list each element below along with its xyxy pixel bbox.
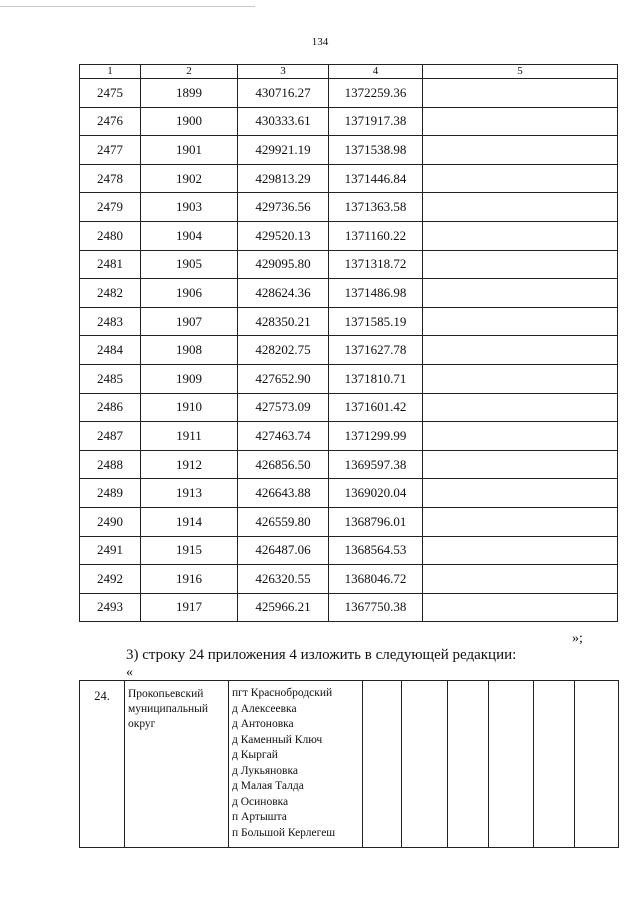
district-name-cell: Прокопьевский муниципальный округ xyxy=(125,681,229,848)
settlements-cell xyxy=(229,681,363,848)
table-cell xyxy=(423,79,618,108)
page-number: 134 xyxy=(311,36,329,48)
empty-cell xyxy=(575,681,619,848)
table-cell: 428350.21 xyxy=(238,307,329,336)
table-cell: 2492 xyxy=(80,565,141,594)
table-cell: 1914 xyxy=(141,507,238,536)
table-row xyxy=(80,450,618,479)
table-cell: 426487.06 xyxy=(238,536,329,565)
table-row xyxy=(80,79,618,108)
table-row xyxy=(80,136,618,165)
table-cell: 1916 xyxy=(141,565,238,594)
table-cell: 1371318.72 xyxy=(329,250,423,279)
table-row xyxy=(80,393,618,422)
empty-cell xyxy=(448,681,489,848)
table-cell: 1371538.98 xyxy=(329,136,423,165)
table-cell xyxy=(423,336,618,365)
table-cell: 2491 xyxy=(80,536,141,565)
table-cell: 429736.56 xyxy=(238,193,329,222)
settlement-item: д Алексеевка xyxy=(232,702,297,715)
table-cell: 1371446.84 xyxy=(329,164,423,193)
table-cell: 1371585.19 xyxy=(329,307,423,336)
table-cell: 1371810.71 xyxy=(329,364,423,393)
settlement-item: д Антоновка xyxy=(232,718,294,730)
empty-cell xyxy=(489,681,534,848)
opening-quote: « xyxy=(126,665,133,680)
table-cell xyxy=(423,507,618,536)
settlement-item: д Малая Талда xyxy=(232,780,304,792)
table-row xyxy=(80,307,618,336)
table-cell: 426320.55 xyxy=(238,565,329,594)
table-cell: 429813.29 xyxy=(238,164,329,193)
table-cell: 1913 xyxy=(141,479,238,508)
settlement-item: пгт Краснобродский xyxy=(232,687,333,699)
table-row xyxy=(80,536,618,565)
table-cell: 426856.50 xyxy=(238,450,329,479)
table-cell: 1909 xyxy=(141,364,238,393)
table-cell: 1915 xyxy=(141,536,238,565)
settlement-item: д Осиновка xyxy=(232,795,289,808)
table-cell xyxy=(423,536,618,565)
table-cell: 2484 xyxy=(80,336,141,365)
table-cell xyxy=(423,279,618,308)
table-cell xyxy=(423,193,618,222)
table-cell xyxy=(423,593,618,622)
table-cell xyxy=(423,364,618,393)
table-cell: 428202.75 xyxy=(238,336,329,365)
table-row xyxy=(80,593,618,622)
table-cell: 2490 xyxy=(80,507,141,536)
table-cell: 1899 xyxy=(141,79,238,108)
table-cell: 1917 xyxy=(141,593,238,622)
table-cell: 1367750.38 xyxy=(329,593,423,622)
table-row xyxy=(80,250,618,279)
table-cell: 2482 xyxy=(80,279,141,308)
table-cell: 1905 xyxy=(141,250,238,279)
table-cell: 1900 xyxy=(141,107,238,136)
table-cell: 2489 xyxy=(80,479,141,508)
table-row xyxy=(80,565,618,594)
table-cell: 1371486.98 xyxy=(329,279,423,308)
table-cell: 2476 xyxy=(80,107,141,136)
table-cell: 2485 xyxy=(80,364,141,393)
table-cell: 1902 xyxy=(141,164,238,193)
table-cell: 2475 xyxy=(80,79,141,108)
settlement-item: д Каменный Ключ xyxy=(232,733,323,746)
table-cell xyxy=(423,250,618,279)
table-cell: 426643.88 xyxy=(238,479,329,508)
table-cell: 427463.74 xyxy=(238,422,329,451)
amendment-instruction: 3) строку 24 приложения 4 изложить в следующей редакции: xyxy=(126,647,517,663)
table-cell: 425966.21 xyxy=(238,593,329,622)
table-row xyxy=(80,479,618,508)
table-cell: 2488 xyxy=(80,450,141,479)
table-cell xyxy=(423,164,618,193)
table-cell: 1371299.99 xyxy=(329,422,423,451)
table-header-row xyxy=(80,65,618,79)
table-cell: 2487 xyxy=(80,422,141,451)
table-cell: 2478 xyxy=(80,164,141,193)
table-cell: 1911 xyxy=(141,422,238,451)
table-cell: 1372259.36 xyxy=(329,79,423,108)
settlement-item: п Артышта xyxy=(232,811,287,823)
table-cell: 2481 xyxy=(80,250,141,279)
closing-quote: »; xyxy=(572,631,583,646)
table-row xyxy=(80,507,618,536)
table-cell: 1910 xyxy=(141,393,238,422)
table-cell: 1371160.22 xyxy=(329,221,423,250)
row-number-cell: 24. xyxy=(80,681,125,848)
table-cell xyxy=(423,393,618,422)
table-row xyxy=(80,336,618,365)
column-header: 3 xyxy=(238,65,329,79)
table-cell: 1907 xyxy=(141,307,238,336)
table-cell: 2480 xyxy=(80,221,141,250)
table-cell: 428624.36 xyxy=(238,279,329,308)
column-header: 2 xyxy=(141,65,238,79)
empty-cell xyxy=(402,681,448,848)
table-cell: 429520.13 xyxy=(238,221,329,250)
column-header: 5 xyxy=(423,65,618,79)
table-cell: 2493 xyxy=(80,593,141,622)
table-row xyxy=(80,422,618,451)
table-cell xyxy=(423,450,618,479)
table-cell: 1369020.04 xyxy=(329,479,423,508)
table-cell: 1371917.38 xyxy=(329,107,423,136)
table-cell: 1903 xyxy=(141,193,238,222)
empty-cell xyxy=(534,681,575,848)
table-cell: 2486 xyxy=(80,393,141,422)
table-cell: 1368046.72 xyxy=(329,565,423,594)
column-header: 4 xyxy=(329,65,423,79)
settlement-item: п Большой Керлегеш xyxy=(232,826,336,839)
table-cell xyxy=(423,307,618,336)
table-row xyxy=(80,681,619,848)
table-cell xyxy=(423,565,618,594)
table-row xyxy=(80,107,618,136)
table-cell xyxy=(423,107,618,136)
table-cell: 2479 xyxy=(80,193,141,222)
table-cell: 2477 xyxy=(80,136,141,165)
settlement-item: д Кыргай xyxy=(232,749,278,761)
table-cell: 1369597.38 xyxy=(329,450,423,479)
table-row xyxy=(80,164,618,193)
table-cell: 1906 xyxy=(141,279,238,308)
table-cell: 1371363.58 xyxy=(329,193,423,222)
table-row xyxy=(80,193,618,222)
table-cell: 1371627.78 xyxy=(329,336,423,365)
table-cell xyxy=(423,136,618,165)
table-row xyxy=(80,364,618,393)
table-cell xyxy=(423,221,618,250)
coordinates-table xyxy=(79,64,618,622)
table-cell: 1371601.42 xyxy=(329,393,423,422)
table-cell: 426559.80 xyxy=(238,507,329,536)
empty-cell xyxy=(363,681,402,848)
table-cell: 2483 xyxy=(80,307,141,336)
table-cell: 430716.27 xyxy=(238,79,329,108)
table-cell xyxy=(423,422,618,451)
table-row xyxy=(80,279,618,308)
column-header: 1 xyxy=(80,65,141,79)
table-cell: 427652.90 xyxy=(238,364,329,393)
table-cell: 1908 xyxy=(141,336,238,365)
appendix-row-24-table xyxy=(79,680,619,848)
top-rule xyxy=(0,6,255,7)
table-cell: 1368564.53 xyxy=(329,536,423,565)
table-cell: 429921.19 xyxy=(238,136,329,165)
table-cell xyxy=(423,479,618,508)
table-cell: 1904 xyxy=(141,221,238,250)
table-cell: 1368796.01 xyxy=(329,507,423,536)
table-cell: 1901 xyxy=(141,136,238,165)
settlement-item: д Лукьяновка xyxy=(232,764,298,777)
table-row xyxy=(80,221,618,250)
table-cell: 430333.61 xyxy=(238,107,329,136)
table-cell: 427573.09 xyxy=(238,393,329,422)
table-cell: 1912 xyxy=(141,450,238,479)
table-cell: 429095.80 xyxy=(238,250,329,279)
